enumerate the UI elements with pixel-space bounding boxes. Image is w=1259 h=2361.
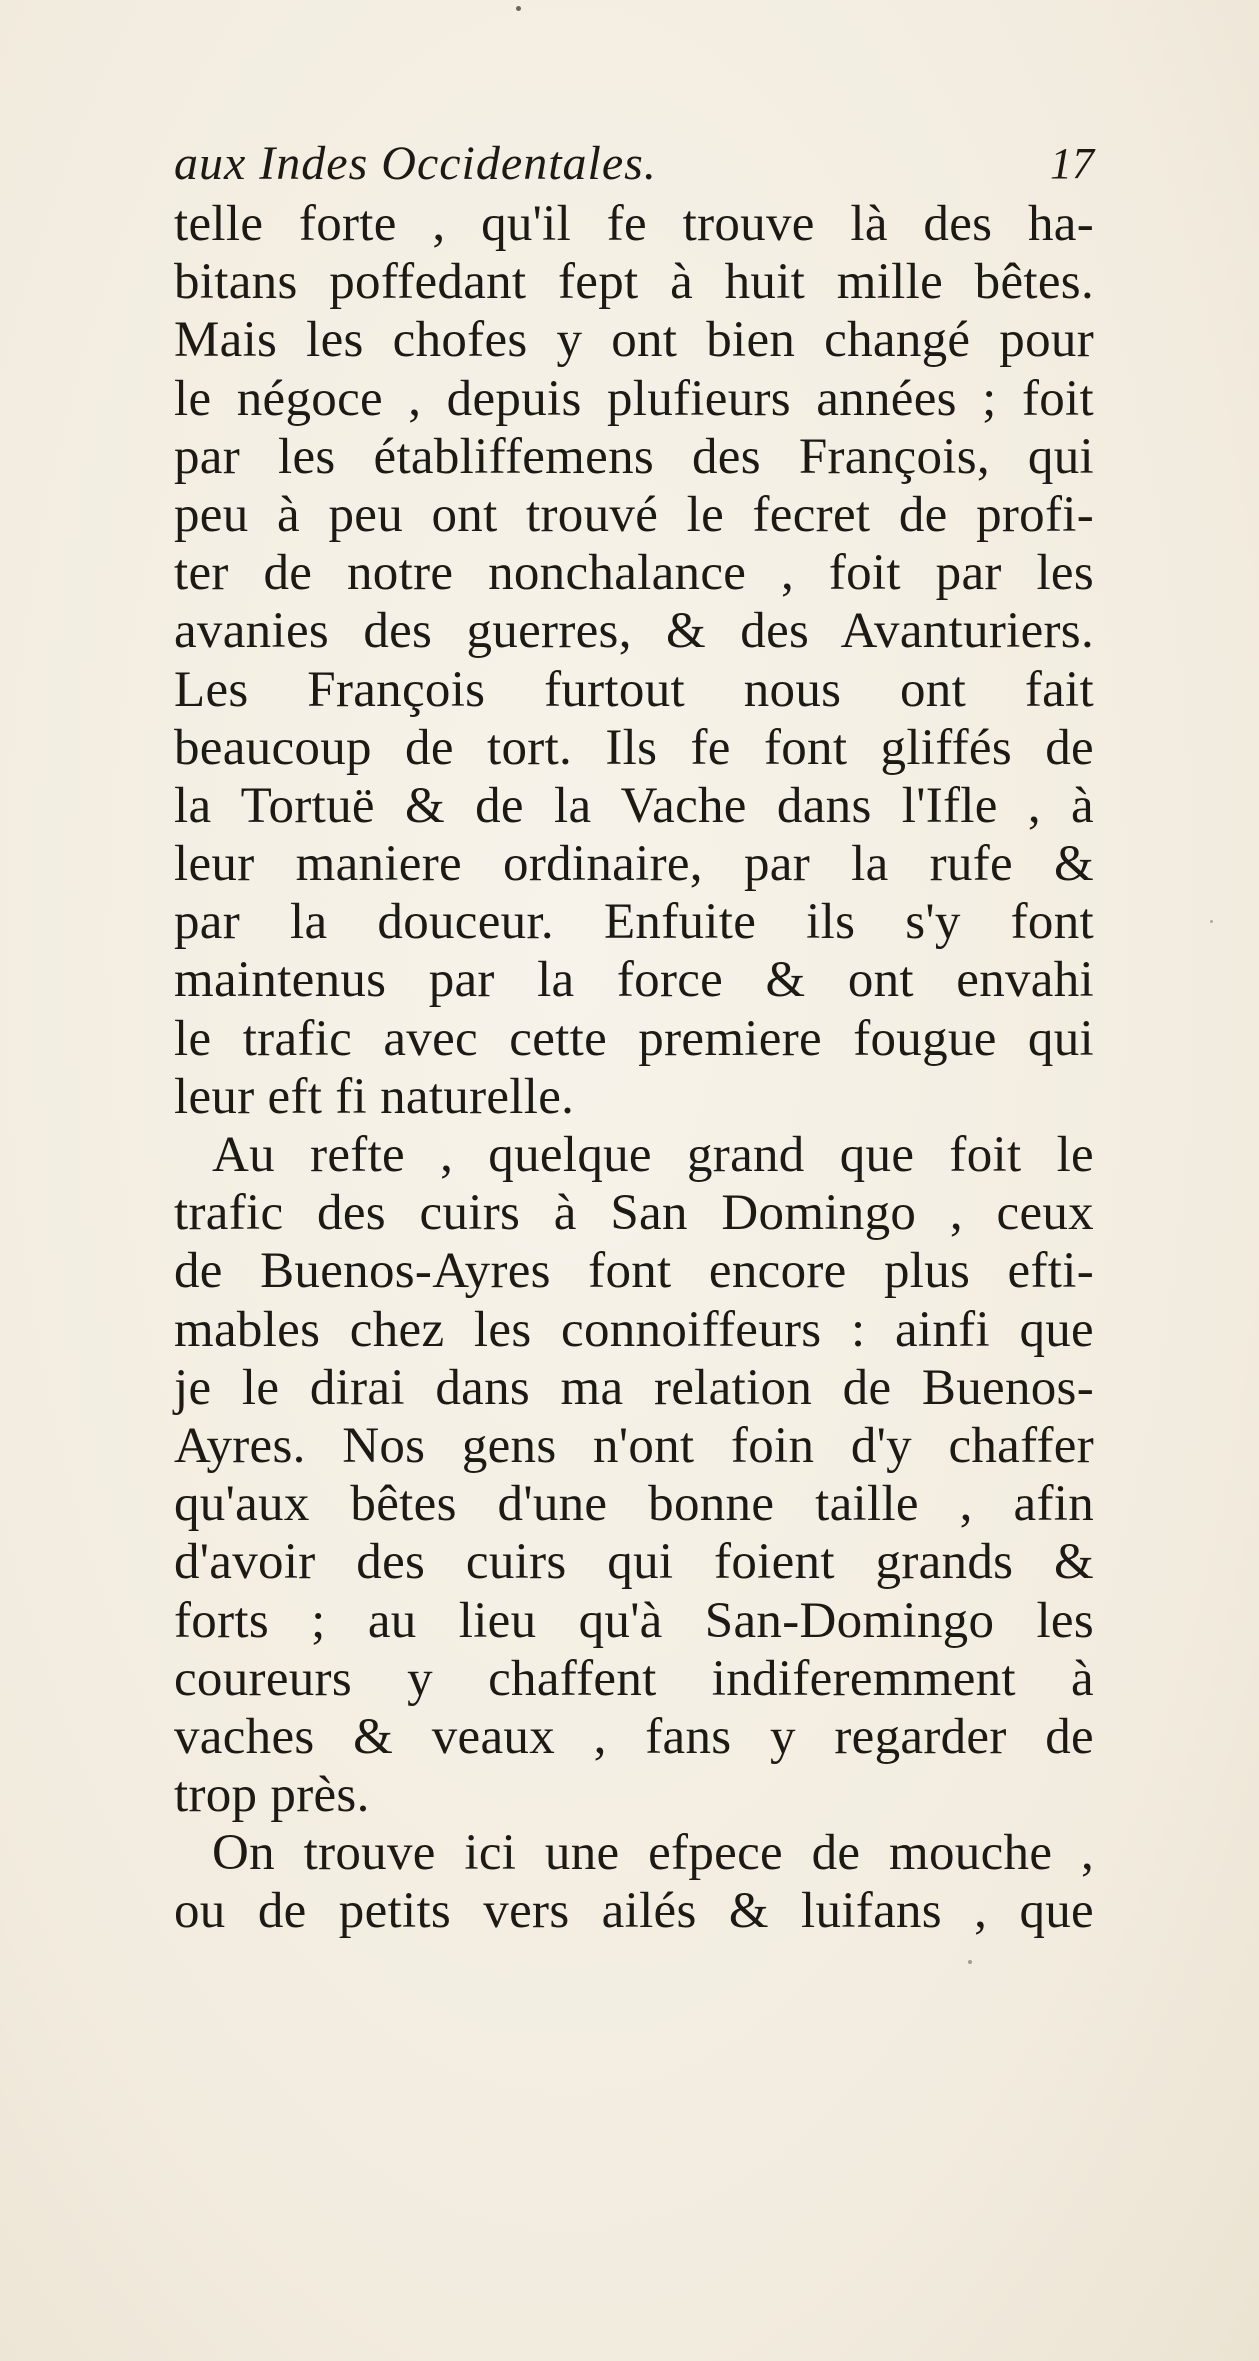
page-header: [174, 136, 1094, 196]
paper-speck: [1210, 920, 1213, 923]
text-line: qu'aux bêtes d'une bonne taille , afin: [174, 1476, 1094, 1533]
page-number: 17: [1050, 139, 1094, 188]
paper-speck: [968, 1960, 972, 1964]
paragraph-start-line: Au refte , quelque grand que foit le: [212, 1127, 1094, 1183]
text-line: bitans poffedant fept à huit mille bêtes.: [174, 254, 1094, 311]
text-line: trafic des cuirs à San Domingo , ceux: [174, 1185, 1094, 1242]
text-line: beaucoup de tort. Ils fe font gliffés de: [174, 719, 1094, 776]
text-line: avanies des guerres, & des Avanturiers.: [174, 603, 1094, 660]
text-line: par les établiffemens des François, qui: [174, 428, 1094, 485]
text-line: ou de petits vers ailés & luifans , que: [174, 1883, 1094, 1940]
text-line: Ayres. Nos gens n'ont foin d'y chaffer: [174, 1417, 1094, 1474]
text-line: le trafic avec cette premiere fougue qui: [174, 1010, 1094, 1067]
text-line: Mais les chofes y ont bien changé pour: [174, 312, 1094, 369]
text-line: vaches & veaux , fans y regarder de: [174, 1708, 1094, 1765]
text-line: mables chez les connoiffeurs : ainfi que: [174, 1301, 1094, 1358]
text-line: peu à peu ont trouvé le fecret de profi-: [174, 486, 1094, 543]
text-line: Les François furtout nous ont fait: [174, 661, 1094, 718]
running-head: aux Indes Occidentales.: [174, 137, 657, 190]
text-line: par la douceur. Enfuite ils s'y font: [174, 894, 1094, 951]
text-line: leur maniere ordinaire, par la rufe &: [174, 836, 1094, 893]
text-line: je le dirai dans ma relation de Buenos-: [174, 1359, 1094, 1416]
text-line: ter de notre nonchalance , foit par les: [174, 545, 1094, 602]
text-line: de Buenos-Ayres font encore plus efti-: [174, 1243, 1094, 1300]
text-line: d'avoir des cuirs qui foient grands &: [174, 1534, 1094, 1591]
text-line: telle forte , qu'il fe trouve là des ha-: [174, 196, 1094, 252]
paper-speck: [516, 6, 521, 11]
text-line: forts ; au lieu qu'à San-Domingo les: [174, 1592, 1094, 1649]
paragraph-end-line: trop près.: [174, 1767, 370, 1824]
paragraph-end-line: leur eft fi naturelle.: [174, 1068, 575, 1125]
body-text: [174, 195, 1094, 1941]
paragraph-start-line: On trouve ici une efpece de mouche ,: [212, 1825, 1094, 1882]
text-line: le négoce , depuis plufieurs années ; foit: [174, 370, 1094, 427]
text-line: la Tortuë & de la Vache dans l'Ifle , à: [174, 777, 1094, 834]
text-line: maintenus par la force & ont envahi: [174, 952, 1094, 1009]
text-line: coureurs y chaffent indiferemment à: [174, 1650, 1094, 1707]
